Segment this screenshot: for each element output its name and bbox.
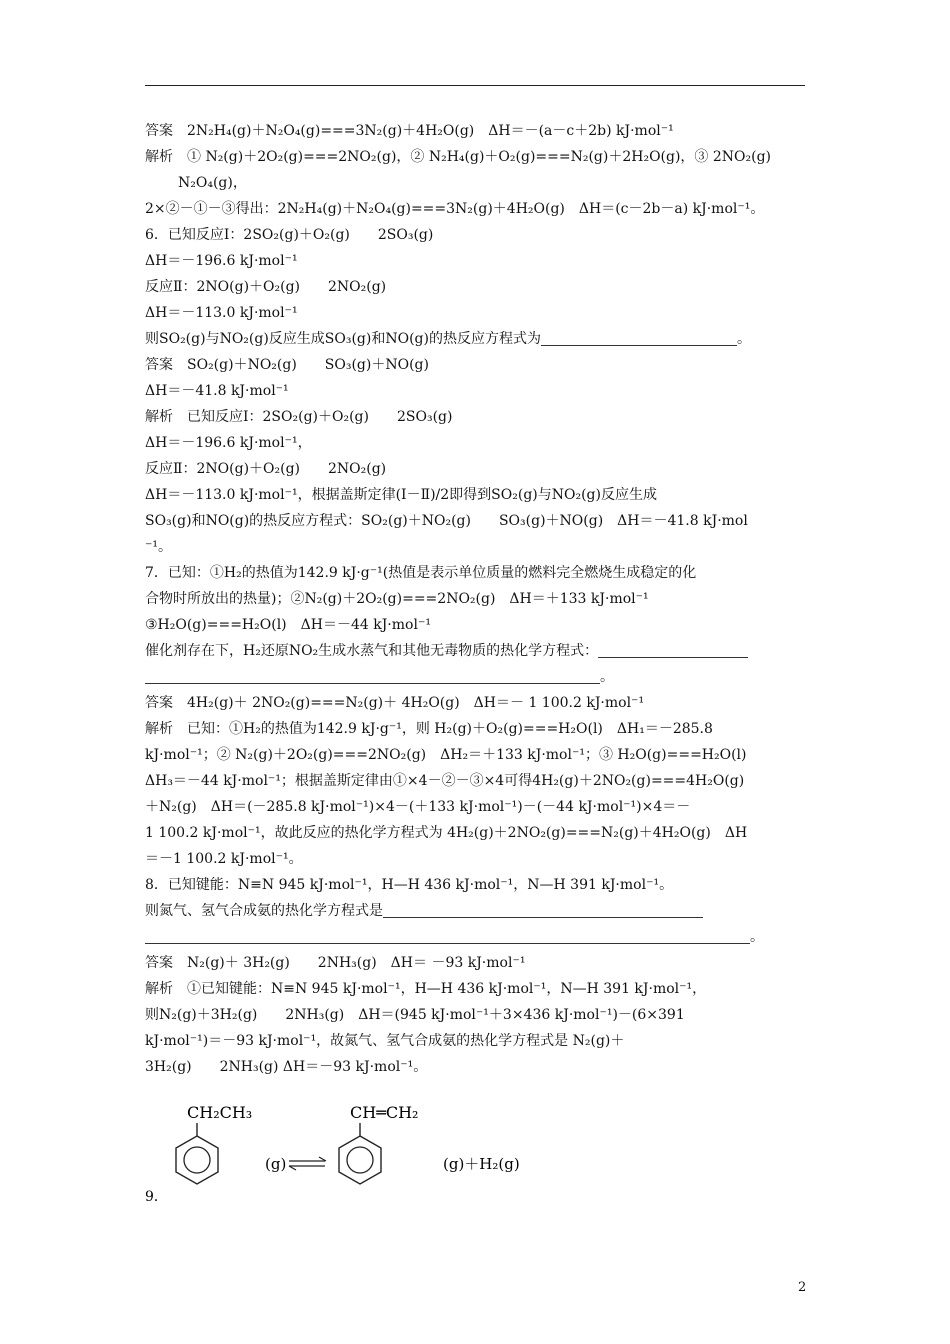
question-9-reaction-figure — [145, 1096, 605, 1206]
question-9-number: 9． — [145, 1189, 168, 1205]
analysis-line: 解析 已知反应Ⅰ：2SO₂(g)＋O₂(g) 2SO₃(g) — [145, 409, 453, 425]
header-rule — [145, 85, 805, 86]
analysis-line: 2×②－①－③得出：2N₂H₄(g)＋N₂O₄(g)===3N₂(g)＋4H₂O(g) ΔH＝(c－2b－a) kJ·mol⁻¹。 — [145, 201, 765, 217]
analysis-line: 则N₂(g)＋3H₂(g) 2NH₃(g) ΔH＝(945 kJ·mol⁻¹＋3×436 kJ·mol⁻¹)－(6×391 — [145, 1007, 685, 1023]
analysis-line: 3H₂(g) 2NH₃(g) ΔH＝－93 kJ·mol⁻¹。 — [145, 1059, 428, 1075]
analysis-line: ⁻¹。 — [145, 539, 173, 555]
question-text: 则氮气、氢气合成氨的热化学方程式是 — [145, 903, 383, 919]
period: 。 — [750, 929, 764, 945]
analysis-line: 解析 ① N₂(g)＋2O₂(g)===2NO₂(g)，② N₂H₄(g)＋O₂(g)===N₂(g)＋2H₂O(g)，③ 2NO₂(g) — [145, 149, 772, 165]
analysis-line: kJ·mol⁻¹)＝－93 kJ·mol⁻¹，故氮气、氢气合成氨的热化学方程式是 N₂(g)＋ — [145, 1033, 625, 1049]
question-8-prompt — [145, 898, 810, 924]
question-7-prompt — [145, 638, 810, 664]
period: 。 — [600, 669, 614, 685]
ethyl-group-label: CH₂CH₃ — [187, 1103, 253, 1122]
page-number: 2 — [798, 1280, 807, 1295]
analysis-line: kJ·mol⁻¹；② N₂(g)＋2O₂(g)===2NO₂(g) ΔH₂＝＋133 kJ·mol⁻¹；③ H₂O(g)===H₂O(l) — [145, 747, 747, 763]
answer-line: 答案 4H₂(g)＋ 2NO₂(g)===N₂(g)＋ 4H₂O(g) ΔH＝－ 1 100.2 kJ·mol⁻¹ — [145, 695, 645, 711]
analysis-line: 反应Ⅱ：2NO(g)＋O₂(g) 2NO₂(g) — [145, 461, 387, 477]
product-tail-label: (g)＋H₂(g) — [443, 1155, 520, 1173]
answer-line: 答案 SO₂(g)＋NO₂(g) SO₃(g)＋NO(g) — [145, 357, 429, 373]
aromatic-circle — [184, 1147, 210, 1173]
question-6-line: 6．已知反应Ⅰ：2SO₂(g)＋O₂(g) 2SO₃(g) — [145, 227, 434, 243]
equilibrium-arrow-icon — [289, 1157, 326, 1170]
analysis-line: ΔH₃＝－44 kJ·mol⁻¹；根据盖斯定律由①×4－②－③×4可得4H₂(g)＋2NO₂(g)===4H₂O(g) — [145, 773, 745, 789]
reactant-phase-label: (g) — [265, 1155, 287, 1173]
aromatic-circle — [347, 1147, 373, 1173]
answer-blank — [383, 901, 703, 918]
answer-line: 答案 N₂(g)＋ 3H₂(g) 2NH₃(g) ΔH＝ －93 kJ·mol⁻¹ — [145, 955, 526, 971]
answer-blank — [598, 641, 748, 658]
benzene-ring — [339, 1136, 381, 1184]
answer-line: ΔH＝－41.8 kJ·mol⁻¹ — [145, 383, 289, 399]
question-6-line: ΔH＝－113.0 kJ·mol⁻¹ — [145, 305, 298, 321]
analysis-line: N₂O₄(g)， — [178, 175, 247, 191]
analysis-line: ΔH＝－113.0 kJ·mol⁻¹，根据盖斯定律(Ⅰ－Ⅱ)/2即得到SO₂(g)与NO₂(g)反应生成 — [145, 487, 657, 503]
answer-blank — [145, 667, 600, 684]
answer-line: 答案 2N₂H₄(g)＋N₂O₄(g)===3N₂(g)＋4H₂O(g) ΔH＝－(a－c＋2b) kJ·mol⁻¹ — [145, 123, 674, 139]
analysis-line: ＋N₂(g) ΔH＝(－285.8 kJ·mol⁻¹)×4－(＋133 kJ·mol⁻¹)－(－44 kJ·mol⁻¹)×4＝－ — [145, 799, 691, 815]
ethylbenzene-structure — [176, 1103, 252, 1184]
analysis-line: 解析 ①已知键能：N≡N 945 kJ·mol⁻¹，H—H 436 kJ·mol⁻¹，N—H 391 kJ·mol⁻¹， — [145, 981, 707, 997]
question-8-line: 8．已知键能：N≡N 945 kJ·mol⁻¹，H—H 436 kJ·mol⁻¹，N—H 391 kJ·mol⁻¹。 — [145, 877, 674, 893]
document-body — [145, 118, 810, 1080]
period: 。 — [736, 331, 751, 347]
question-7-line: 7．已知：①H₂的热值为142.9 kJ·g⁻¹(热值是表示单位质量的燃料完全燃烧生成稳定的化 — [145, 565, 697, 581]
analysis-line: SO₃(g)和NO(g)的热反应方程式：SO₂(g)＋NO₂(g) SO₃(g)＋NO(g) ΔH＝－41.8 kJ·mol — [145, 513, 748, 529]
question-7-prompt-cont — [145, 664, 810, 690]
styrene-structure — [339, 1103, 418, 1184]
answer-blank — [145, 927, 750, 944]
question-6-prompt — [145, 326, 810, 352]
analysis-line: ΔH＝－196.6 kJ·mol⁻¹， — [145, 435, 312, 451]
analysis-line: 解析 已知：①H₂的热值为142.9 kJ·g⁻¹，则 H₂(g)＋O₂(g)===H₂O(l) ΔH₁＝－285.8 — [145, 721, 713, 737]
analysis-line: ＝－1 100.2 kJ·mol⁻¹。 — [145, 851, 303, 867]
question-8-prompt-cont — [145, 924, 810, 950]
question-text: 则SO₂(g)与NO₂(g)反应生成SO₃(g)和NO(g)的热反应方程式为 — [145, 331, 541, 347]
question-6-line: 反应Ⅱ：2NO(g)＋O₂(g) 2NO₂(g) — [145, 279, 387, 295]
vinyl-group-label: CH═CH₂ — [350, 1103, 419, 1122]
question-7-line: 合物时所放出的热量)；②N₂(g)＋2O₂(g)===2NO₂(g) ΔH＝＋133 kJ·mol⁻¹ — [145, 591, 649, 607]
analysis-line: 1 100.2 kJ·mol⁻¹，故此反应的热化学方程式为 4H₂(g)＋2NO₂(g)===N₂(g)＋4H₂O(g) ΔH — [145, 825, 748, 841]
benzene-ring — [176, 1136, 218, 1184]
question-7-line: ③H₂O(g)===H₂O(l) ΔH＝－44 kJ·mol⁻¹ — [145, 617, 431, 633]
answer-blank — [541, 329, 737, 346]
question-6-line: ΔH＝－196.6 kJ·mol⁻¹ — [145, 253, 298, 269]
question-text: 催化剂存在下，H₂还原NO₂生成水蒸气和其他无毒物质的热化学方程式： — [145, 643, 599, 659]
